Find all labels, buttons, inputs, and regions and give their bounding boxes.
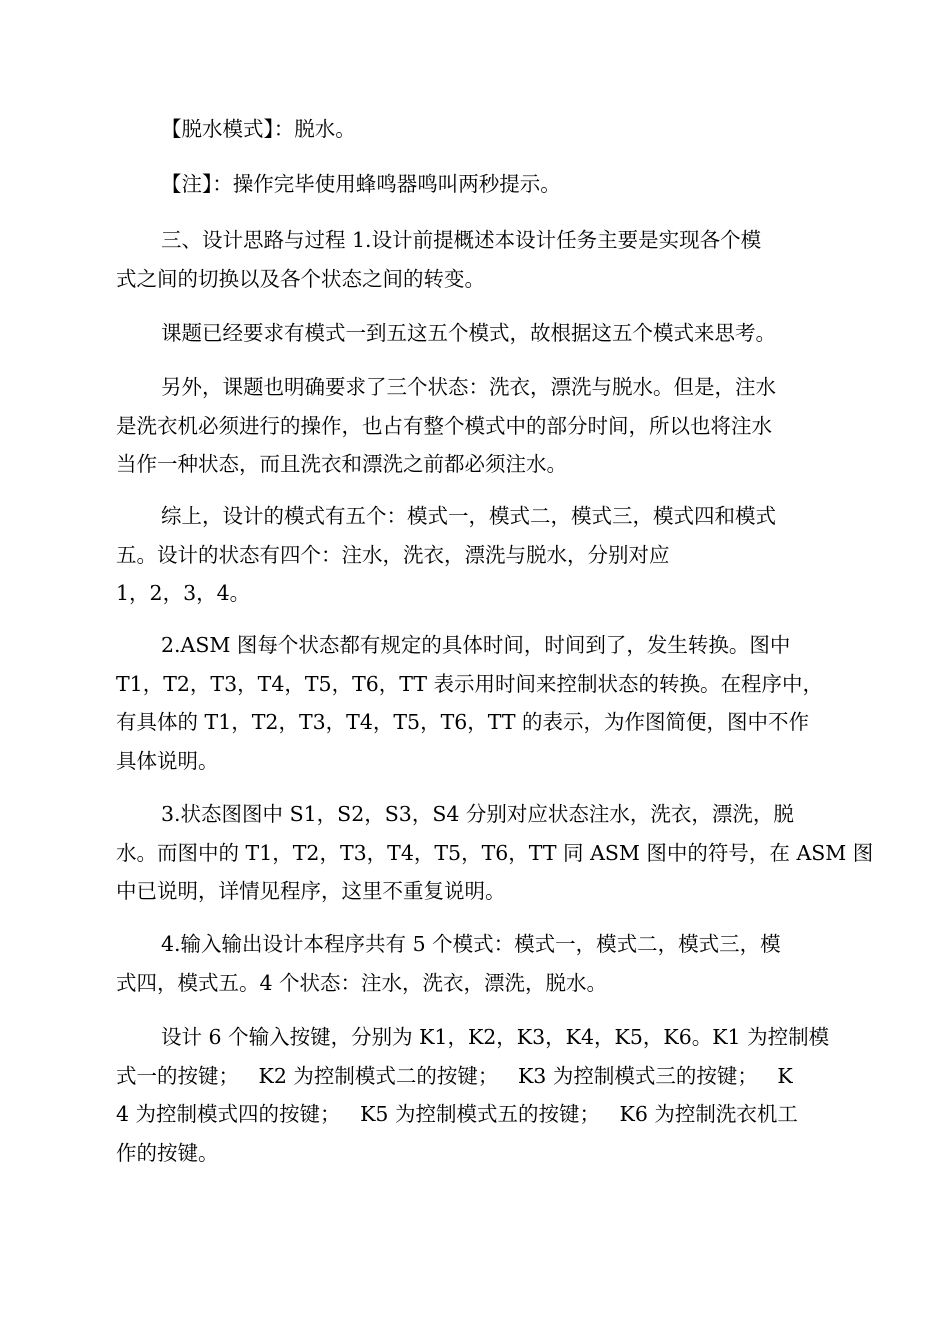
text-line: 4 为控制模式四的按键； K5 为控制模式五的按键； K6 为控制洗衣机工 — [116, 1102, 798, 1126]
paragraph-five-modes — [116, 314, 836, 353]
text-line: 中已说明，详情见程序，这里不重复说明。 — [116, 879, 506, 903]
text-line: 具体说明。 — [116, 748, 219, 773]
text-line: 综上，设计的模式有五个：模式一，模式二，模式三，模式四和模式 — [161, 504, 776, 528]
paragraph-note — [116, 165, 836, 204]
paragraph-three-states — [116, 368, 836, 484]
text-line: 课题已经要求有模式一到五这五个模式，故根据这五个模式来思考。 — [161, 321, 776, 345]
text-line: 式一的按键； K2 为控制模式二的按键； K3 为控制模式三的按键； K — [116, 1063, 793, 1088]
text-line: 4.输入输出设计本程序共有 5 个模式：模式一，模式二，模式三，模 — [161, 932, 781, 956]
text-line: 2.ASM 图每个状态都有规定的具体时间，时间到了，发生转换。图中 — [161, 633, 791, 657]
paragraph-input-keys — [116, 1018, 836, 1172]
text-line: 当作一种状态，而且洗衣和漂洗之前都必须注水。 — [116, 452, 567, 476]
paragraph-asm-diagram — [116, 626, 836, 780]
text-line: 是洗衣机必须进行的操作，也占有整个模式中的部分时间，所以也将注水 — [116, 413, 772, 438]
text-line: 1，2，3，4。 — [116, 581, 251, 605]
paragraph-io-design — [116, 925, 836, 1002]
paragraph-state-diagram — [116, 795, 874, 911]
text-line: 【注】：操作完毕使用蜂鸣器鸣叫两秒提示。 — [161, 172, 561, 196]
text-line: 五。设计的状态有四个：注水，洗衣，漂洗与脱水，分别对应 — [116, 542, 670, 567]
text-line: 作的按键。 — [116, 1140, 219, 1165]
text-line: 【脱水模式】：脱水。 — [161, 117, 356, 141]
text-line: 水。而图中的 T1，T2，T3，T4，T5，T6，TT 同 ASM 图中的符号，在 ASM 图 — [116, 840, 874, 865]
text-line: 设计 6 个输入按键，分别为 K1，K2，K3，K4，K5，K6。K1 为控制模 — [161, 1025, 830, 1049]
text-line: 有具体的 T1，T2，T3，T4，T5，T6，TT 的表示，为作图简便，图中不作 — [116, 710, 810, 734]
text-line: 3.状态图图中 S1，S2，S3，S4 分别对应状态注水，洗衣，漂洗，脱 — [161, 802, 794, 826]
text-line: 式之间的切换以及各个状态之间的转变。 — [116, 266, 485, 291]
paragraph-dehydration-mode — [116, 110, 836, 149]
text-line: 另外，课题也明确要求了三个状态：洗衣，漂洗与脱水。但是，注水 — [161, 375, 776, 399]
text-line: T1，T2，T3，T4，T5，T6，TT 表示用时间来控制状态的转换。在程序中， — [116, 671, 824, 696]
paragraph-summary — [116, 497, 836, 613]
text-line: 三、设计思路与过程 1.设计前提概述本设计任务主要是实现各个模 — [161, 228, 762, 252]
text-line: 式四，模式五。4 个状态：注水，洗衣，漂洗，脱水。 — [116, 970, 608, 995]
paragraph-design-overview — [116, 221, 836, 298]
